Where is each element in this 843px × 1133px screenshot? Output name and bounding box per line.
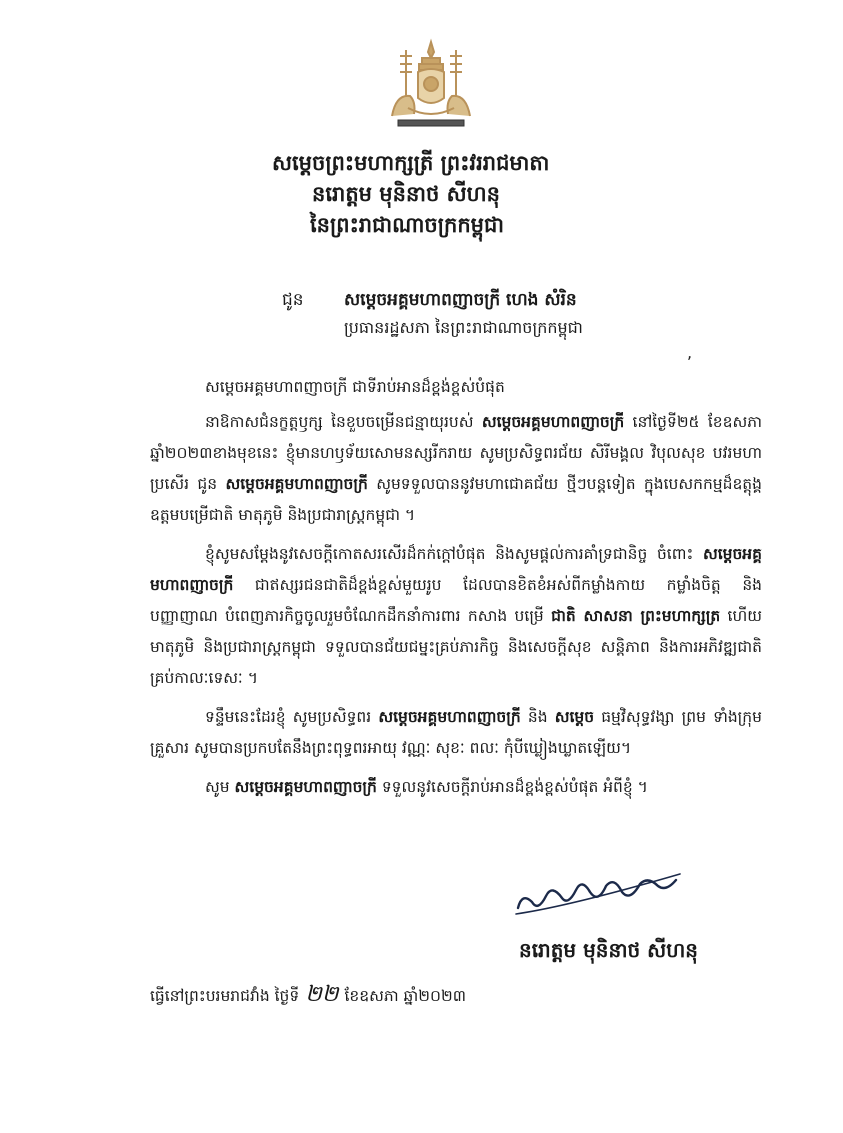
p4-text-b: ទទួលនូវសេចក្តីរាប់អានដ៏ខ្ពង់ខ្ពស់បំផុត អំពីខ្ញុំ ។ <box>376 778 648 796</box>
paragraph-4 <box>150 772 762 803</box>
p1-title-b: សម្តេចអគ្គមហាពញាចក្រី <box>225 475 368 493</box>
p3-title-a: សម្តេចអគ្គមហាពញាចក្រី <box>378 708 521 726</box>
p3-text-c: ធម្មវិសុទ្ធវង្សា ព្រម ទាំងក្រុមគ្រួសារ សូមបានប្រកបតែនឹងព្រះពុទ្ធពរអាយុ វណ្ណៈ សុខៈ ពលៈ កុំបីឃ្លៀងឃ្លាតឡើយ។ <box>150 708 762 757</box>
letter-body <box>150 372 762 811</box>
date-prefix: ធ្វើនៅព្រះបរមរាជវាំង ថ្ងៃទី <box>150 987 300 1005</box>
recipient-name: សម្តេចអគ្គមហាពញាចក្រី ហេង សំរិន <box>344 290 577 310</box>
date-day: ២២ <box>305 982 339 1007</box>
paragraph-3 <box>150 702 762 764</box>
paragraph-2 <box>150 539 762 694</box>
handwritten-signature <box>510 862 690 922</box>
p3-text-a: ទន្ទឹមនេះដែរខ្ញុំ សូមប្រសិទ្ធពរ <box>205 708 379 726</box>
p1-text-c: សូមទទួលបាននូវមហាជោគជ័យ ថ្មីៗបន្តទៀត ក្នុងបេសកកម្មដ៏ឧត្តុង្គឧត្តមបម្រើជាតិ មាតុភូមិ និងប្រជារាស្ត្រកម្ពុជា ។ <box>150 475 762 524</box>
p4-text-a: សូម <box>205 778 235 796</box>
p2-motto: ជាតិ សាសនា ព្រះមហាក្សត្រ <box>551 607 721 625</box>
p1-text-b: នៅថ្ងៃទី២៥ ខែឧសភា ឆ្នាំ២០២៣ខាងមុខនេះ ខ្ញុំមានហឫទ័យសោមនស្សរីករាយ សូមប្រសិទ្ធពរជ័យ សិរីមង្គល វិបុលសុខ បវរមហាប្រសើរ ជូន <box>150 413 762 493</box>
p1-text-a: នាឱកាសជំនក្ខត្តឫក្ស នៃខួបចម្រើនជន្មាយុរបស់ <box>205 413 482 431</box>
p2-text-a: ខ្ញុំសូមសម្តែងនូវសេចក្តីកោតសរសើរដ៏កក់ក្តៅបំផុត និងសូមផ្តល់ការគាំទ្រជានិច្ច ចំពោះ <box>205 545 703 563</box>
date-suffix: ខែឧសភា ឆ្នាំ២០២៣ <box>344 987 466 1005</box>
sender-country: នៃព្រះរាជាណាចក្រកម្ពុជា <box>310 213 505 237</box>
recipient-title: ប្រធានរដ្ឋសភា នៃព្រះរាជាណាចក្រកម្ពុជា <box>344 318 583 337</box>
date-line <box>150 980 466 1012</box>
sender-block <box>272 148 692 241</box>
royal-emblem-icon <box>386 38 476 130</box>
p2-title-a: សម្តេចអគ្គមហាពញាចក្រី <box>150 545 762 594</box>
sender-title: សម្តេចព្រះមហាក្សត្រី ព្រះវររាជមាតា <box>272 151 550 175</box>
p4-title-a: សម្តេចអគ្គមហាពញាចក្រី <box>234 778 377 796</box>
p2-text-b: ជាឥស្សរជនជាតិដ៏ខ្ពង់ខ្ពស់មួយរូប ដែលបានខិតខំអស់ពីកម្លាំងកាយ កម្លាំងចិត្ត និងបញ្ញាញាណ បំពេញភារកិច្ចចូលរួមចំណែកដឹកនាំការពារ កសាង បម្រើ <box>150 576 762 625</box>
stray-mark: , <box>687 343 693 362</box>
signer-name: នរោត្តម មុនិនាថ សីហនុ <box>519 938 698 962</box>
p2-text-c: ហើយមាតុភូមិ និងប្រជារាស្ត្រកម្ពុជា ទទួលបានជ័យជម្នះគ្រប់ភារកិច្ច និងសេចក្តីសុខ សន្តិភាព និងការអភិវឌ្ឍជាតិគ្រប់កាលៈទេសៈ ។ <box>150 607 762 687</box>
salutation: សម្តេចអគ្គមហាពញាចក្រី ជាទីរាប់អានដ៏ខ្ពង់ខ្ពស់បំផុត <box>205 378 505 396</box>
recipient-block <box>282 286 782 342</box>
p3-title-b: សម្តេច <box>554 708 595 726</box>
recipient-to-label: ជូន <box>282 290 304 310</box>
paragraph-1 <box>150 407 762 531</box>
p1-title-a: សម្តេចអគ្គមហាពញាចក្រី <box>481 413 625 431</box>
sender-name: នរោត្តម មុនិនាថ សីហនុ <box>312 182 500 206</box>
p3-text-b: និង <box>520 708 555 726</box>
